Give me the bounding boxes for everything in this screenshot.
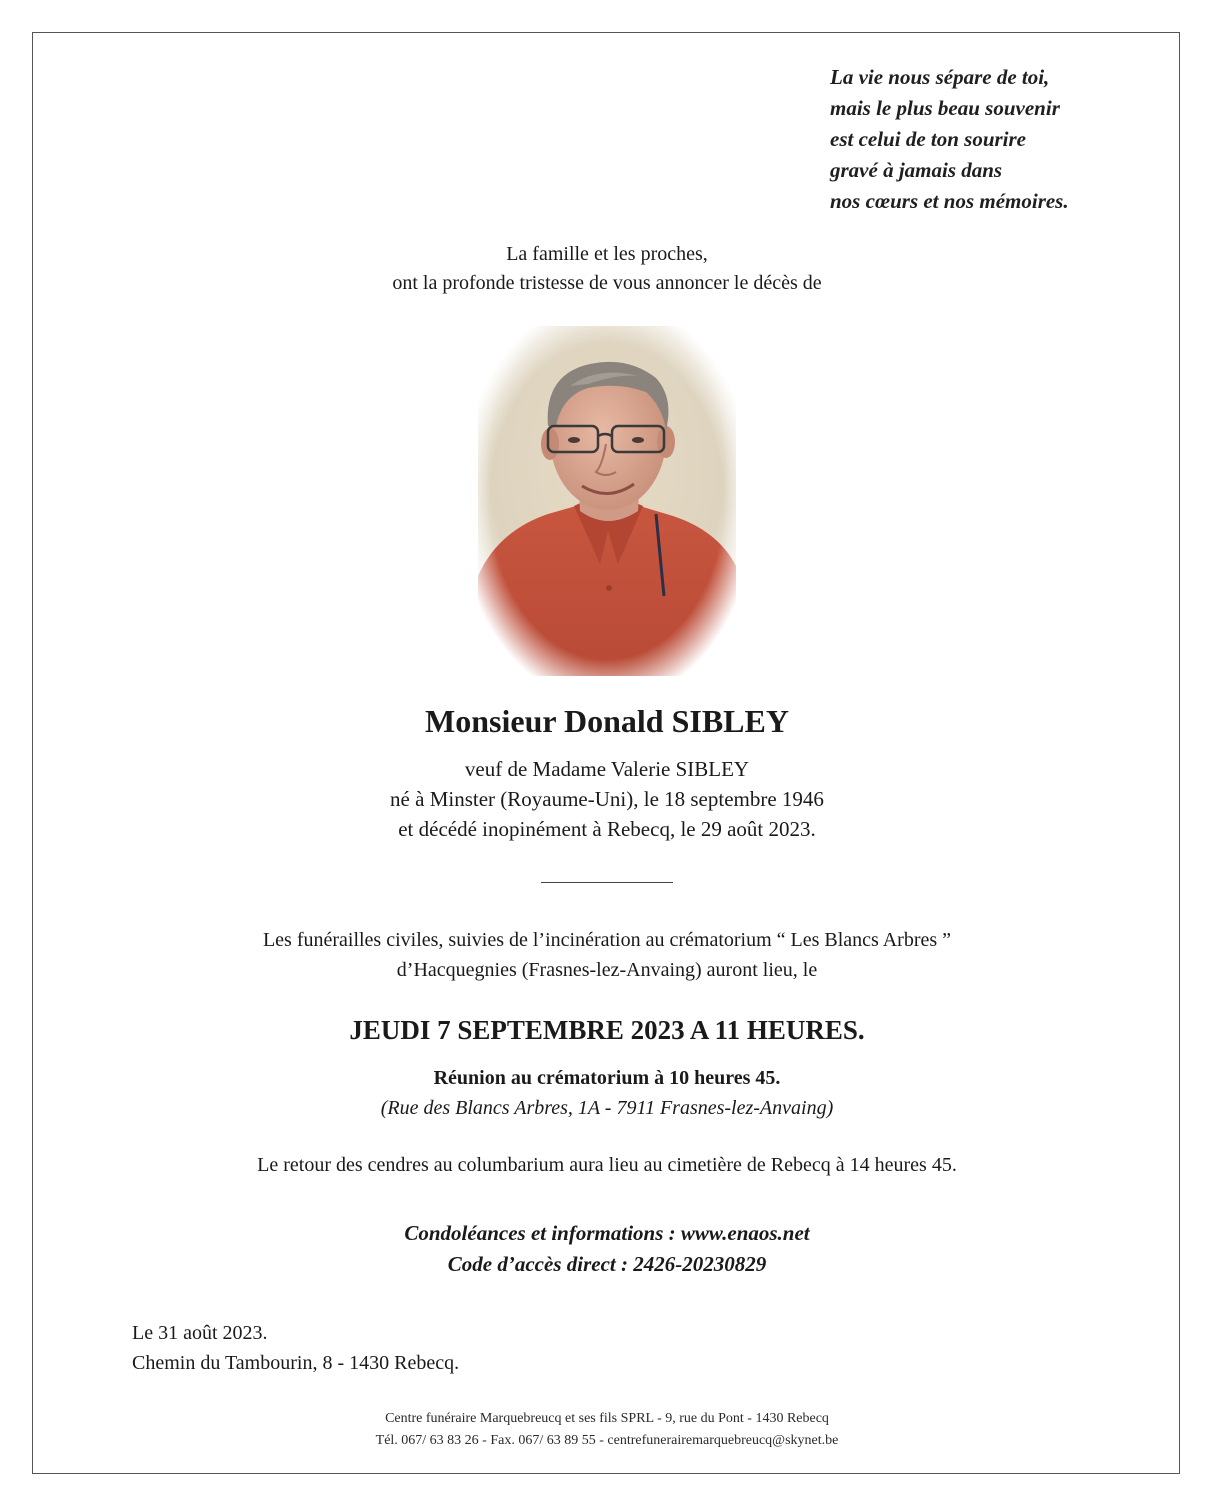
death-line: et décédé inopinément à Rebecq, le 29 août 2023.	[398, 817, 816, 841]
intro-line-1: La famille et les proches,	[506, 243, 708, 265]
poem-line: gravé à jamais dans	[830, 158, 1003, 182]
access-code: Code d’accès direct : 2426-20230829	[447, 1252, 767, 1276]
ashes-return: Le retour des cendres au columbarium aura lieu au cimetière de Rebecq à 14 heures 45.	[257, 1154, 957, 1176]
widower-line: veuf de Madame Valerie SIBLEY	[464, 757, 750, 781]
condolences	[0, 1218, 1214, 1280]
intro-line-2: ont la profonde tristesse de vous annoncer le décès de	[392, 272, 822, 294]
divider	[541, 882, 673, 883]
condolences-website: Condoléances et informations : www.enaos.net	[404, 1221, 810, 1245]
sender-block	[132, 1318, 459, 1378]
reunion-time: Réunion au crématorium à 10 heures 45.	[433, 1067, 781, 1089]
footer-line-1: Centre funéraire Marquebreucq et ses fils SPRL - 9, rue du Pont - 1430 Rebecq	[385, 1411, 829, 1426]
poem-line: mais le plus beau souvenir	[830, 96, 1060, 120]
portrait-photo-icon	[478, 326, 736, 676]
poem	[830, 62, 1069, 217]
funeral-line-1: Les funérailles civiles, suivies de l’incinération au crématorium “ Les Blancs Arbres ”	[262, 929, 952, 951]
deceased-details	[0, 754, 1214, 844]
poem-line: La vie nous sépare de toi,	[830, 65, 1050, 89]
poem-line: nos cœurs et nos mémoires.	[830, 189, 1069, 213]
announcement-intro	[0, 240, 1214, 298]
funeral-home-footer	[0, 1408, 1214, 1452]
sender-address: Chemin du Tambourin, 8 - 1430 Rebecq.	[132, 1352, 460, 1374]
funeral-line-2: d’Hacquegnies (Frasnes-lez-Anvaing) auront lieu, le	[396, 959, 818, 981]
portrait-photo	[478, 326, 736, 676]
birth-line: né à Minster (Royaume-Uni), le 18 septembre 1946	[390, 787, 824, 811]
crematorium-address: (Rue des Blancs Arbres, 1A - 7911 Frasnes-lez-Anvaing)	[380, 1097, 834, 1119]
sender-date: Le 31 août 2023.	[132, 1322, 268, 1344]
deceased-name: Monsieur Donald SIBLEY	[425, 703, 789, 739]
funeral-date: JEUDI 7 SEPTEMBRE 2023 A 11 HEURES.	[349, 1015, 865, 1045]
poem-line: est celui de ton sourire	[830, 127, 1027, 151]
footer-line-2: Tél. 067/ 63 83 26 - Fax. 067/ 63 89 55 - centrefunerairemarquebreucq@skynet.be	[375, 1433, 839, 1448]
funeral-announcement	[0, 925, 1214, 985]
